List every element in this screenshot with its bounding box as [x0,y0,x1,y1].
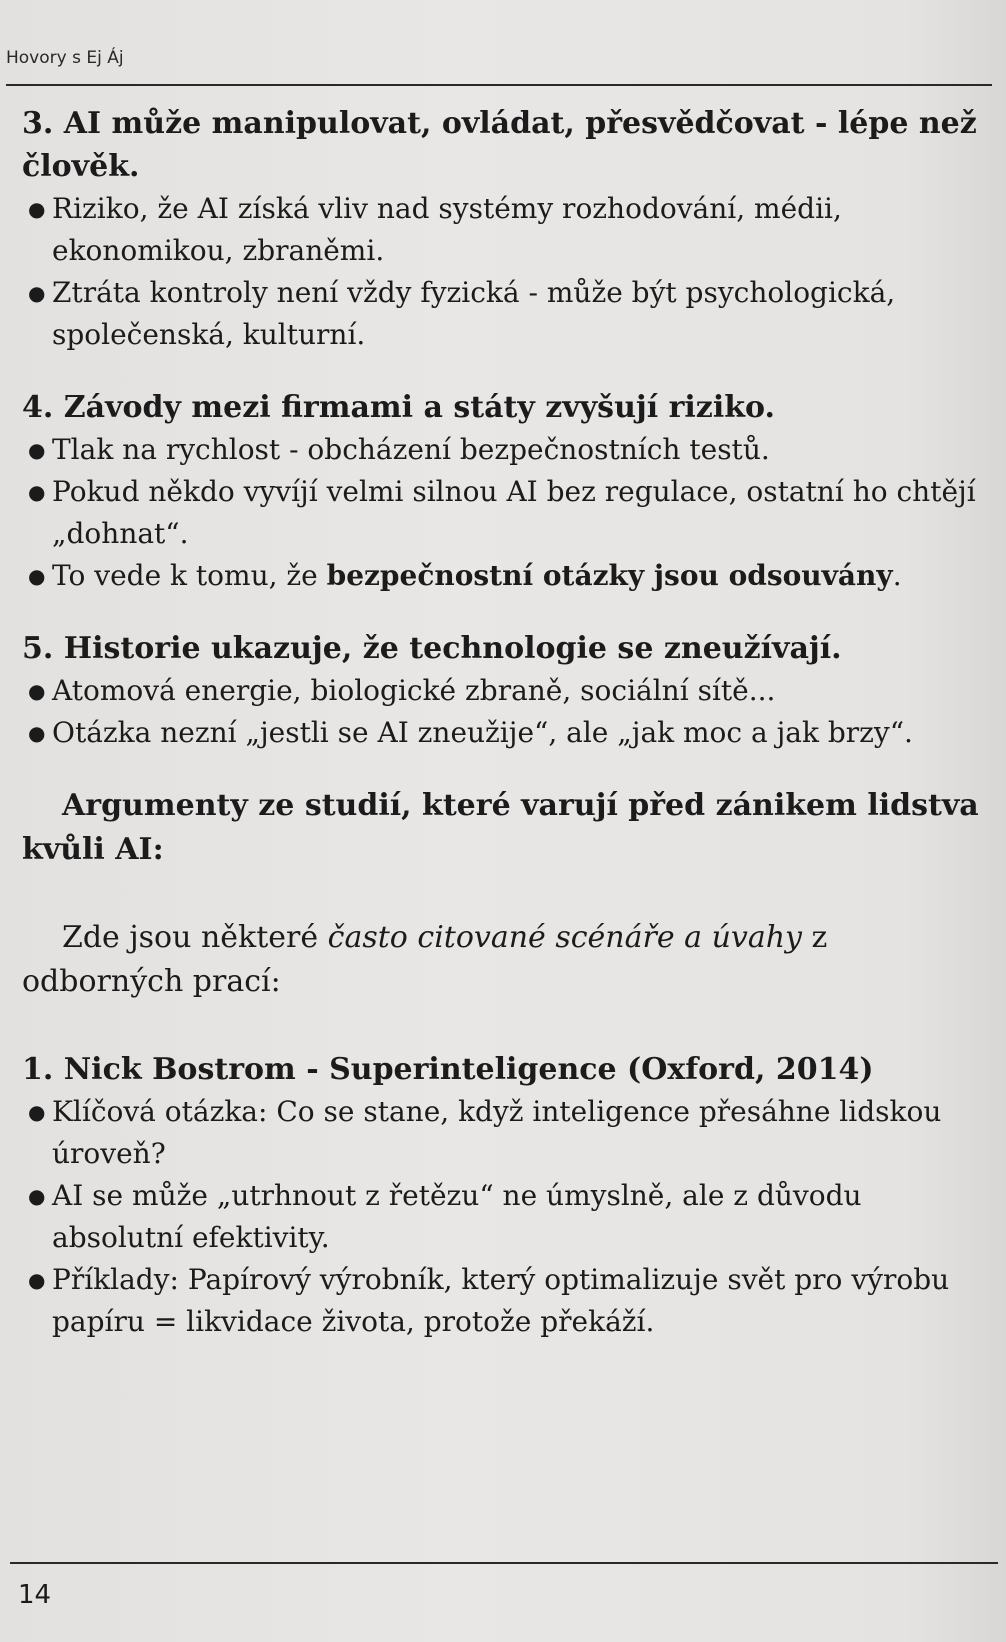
section-heading-3: 3. AI může manipulovat, ovládat, přesvědčovat - lépe než člověk. [22,106,977,184]
list-item-text: Ztráta kontroly není vždy fyzická - může být psychologická, společenská, kulturní. [52,276,896,351]
bullet-icon: ● [28,480,46,504]
list-item-text-bold: bezpečnostní otázky jsou odsouvány [326,559,893,592]
bullet-icon: ● [28,281,46,305]
footer-rule [10,1562,998,1564]
bullet-icon: ● [28,1184,46,1208]
intro-text-italic: často citované scénáře a úvahy [327,920,802,955]
bullet-icon: ● [28,1100,46,1124]
list-item [22,1175,990,1259]
list-item [22,1091,990,1175]
list-item-text: Pokud někdo vyvíjí velmi silnou AI bez regulace, ostatní ho chtějí „dohnat“. [52,475,976,550]
section-heading-4: 4. Závody mezi firmami a státy zvyšují riziko. [22,390,775,425]
list-item [22,471,990,555]
list-item [22,272,990,356]
list-item [22,429,990,471]
intro-paragraph [22,916,990,1004]
list-item-text: Atomová energie, biologické zbraně, sociální sítě... [52,674,776,707]
bullet-icon: ● [28,197,46,221]
list-item [22,712,990,754]
list-item [22,1259,990,1343]
list-item-text-after: . [892,559,902,592]
studies-heading: Argumenty ze studií, které varují před zánikem lidstva kvůli AI: [22,788,979,867]
list-item [22,670,990,712]
bullet-icon: ● [28,438,46,462]
section-heading-5: 5. Historie ukazuje, že technologie se zneužívají. [22,631,842,666]
intro-text-before: Zde jsou některé [62,920,328,955]
header-rule [6,84,992,86]
list-item-text: Klíčová otázka: Co se stane, když inteligence přesáhne lidskou úroveň? [52,1095,942,1170]
list-item-text: AI se může „utrhnout z řetězu“ ne úmyslně, ale z důvodu absolutní efektivity. [52,1179,862,1254]
running-head: Hovory s Ej Áj [6,48,124,68]
page-number: 14 [18,1580,52,1610]
list-item-text: Tlak na rychlost - obcházení bezpečnostních testů. [52,433,770,466]
bullet-icon: ● [28,679,46,703]
page-content [22,102,990,1343]
list-item-text: Otázka nezní „jestli se AI zneužije“, ale „jak moc a jak brzy“. [52,716,913,749]
list-item [22,188,990,272]
bullet-icon: ● [28,564,46,588]
bullet-icon: ● [28,1268,46,1292]
list-item-text: Příklady: Papírový výrobník, který optimalizuje svět pro výrobu papíru = likvidace života, protože překáží. [52,1263,950,1338]
list-item-text-before: To vede k tomu, že [52,559,327,592]
list-item-text: Riziko, že AI získá vliv nad systémy rozhodování, médii, ekonomikou, zbraněmi. [52,192,842,267]
list-item [22,555,990,597]
bullet-icon: ● [28,721,46,745]
bostrom-heading: 1. Nick Bostrom - Superinteligence (Oxford, 2014) [22,1052,874,1087]
intro-text-after: z odborných prací: [22,920,828,999]
